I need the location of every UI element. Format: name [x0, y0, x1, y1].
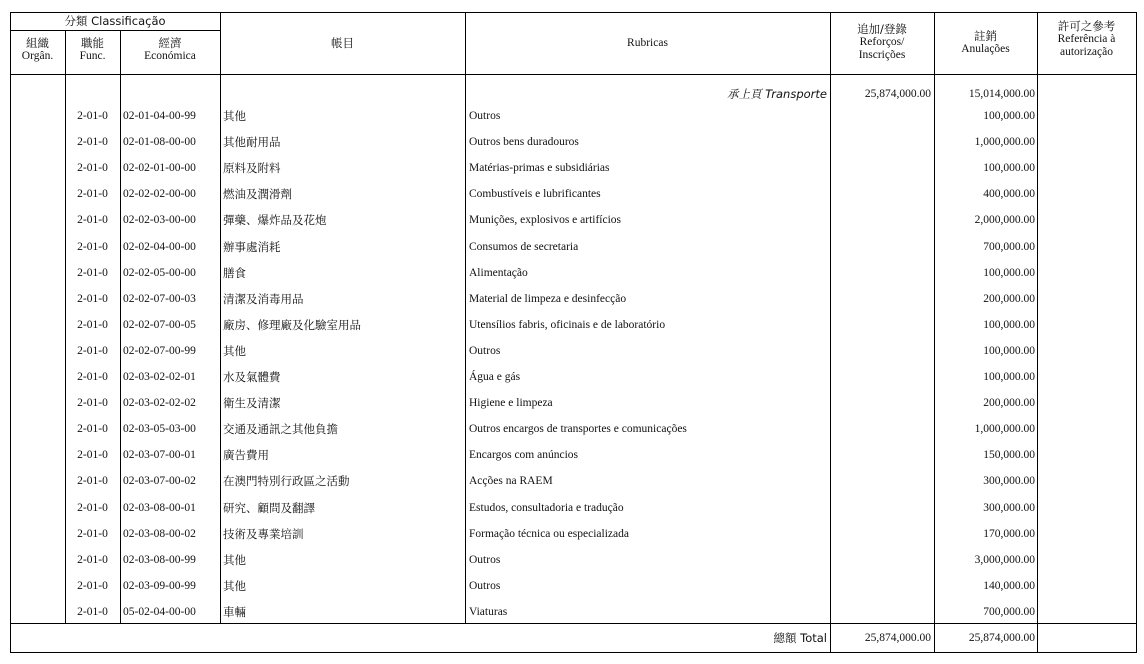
cancellation-amount: 1,000,000.00	[974, 136, 1035, 148]
authorization-header-pt1: Referência à	[1057, 33, 1116, 45]
authorization-header	[1037, 20, 1136, 59]
economic-code: 02-02-03-00-00	[123, 214, 196, 226]
rubrica-name-pt: Outros	[469, 110, 501, 122]
classification-divider	[10, 30, 220, 31]
organic-header	[10, 37, 65, 63]
account-name-zh: 研究、顧問及翻譯	[223, 501, 315, 515]
cancellations-header	[934, 30, 1037, 56]
economic-code: 02-02-05-00-00	[123, 267, 196, 279]
reinforcements-header-pt1: Reforços/	[859, 36, 905, 48]
rubrica-name-pt: Outros encargos de transportes e comunicações	[469, 423, 687, 435]
functional-code: 2-01-0	[77, 502, 108, 514]
rubrica-name-pt: Outros	[469, 554, 501, 566]
account-name-zh: 清潔及消毒用品	[223, 292, 304, 306]
header-bottom-border	[10, 74, 1137, 75]
cancellation-amount: 100,000.00	[983, 319, 1035, 331]
rubrica-name-pt: Encargos com anúncios	[469, 449, 579, 461]
account-name-zh: 交通及通訊之其他負擔	[223, 422, 338, 436]
economic-code: 02-02-07-00-03	[123, 293, 196, 305]
classification-header: 分類 Classificação	[64, 14, 166, 28]
functional-code: 2-01-0	[77, 345, 108, 357]
account-name-zh: 燃油及潤滑劑	[223, 187, 292, 201]
economic-code: 02-02-04-00-00	[123, 241, 196, 253]
account-name-zh: 其他	[223, 553, 246, 567]
functional-code: 2-01-0	[77, 371, 108, 383]
account-name-zh: 膳食	[223, 266, 246, 280]
account-name-zh: 衛生及清潔	[223, 396, 281, 410]
economic-code: 02-01-04-00-99	[123, 110, 196, 122]
rubrica-name-pt: Estudos, consultadoria e tradução	[469, 502, 624, 514]
account-name-zh: 廠房、修理廠及化驗室用品	[223, 318, 361, 332]
rubrica-name-pt: Outros	[469, 580, 501, 592]
functional-code: 2-01-0	[77, 580, 108, 592]
economic-code: 02-03-08-00-02	[123, 528, 196, 540]
functional-code: 2-01-0	[77, 423, 108, 435]
functional-code: 2-01-0	[77, 136, 108, 148]
rubricas-header: Rubricas	[627, 37, 668, 49]
economic-code: 02-02-02-00-00	[123, 188, 196, 200]
rubrica-name-pt: Matérias-primas e subsidiárias	[469, 162, 610, 174]
functional-code: 2-01-0	[77, 528, 108, 540]
rubrica-name-pt: Viaturas	[469, 606, 508, 618]
cancellation-amount: 2,000,000.00	[974, 214, 1035, 226]
cancellation-amount: 100,000.00	[983, 345, 1035, 357]
rubrica-name-pt: Outros	[469, 345, 501, 357]
functional-header-zh: 職能	[81, 36, 104, 50]
table-left-border	[10, 12, 11, 653]
economic-code: 02-03-09-00-99	[123, 580, 196, 592]
cancellation-amount: 700,000.00	[983, 606, 1035, 618]
economic-code: 05-02-04-00-00	[123, 606, 196, 618]
functional-code: 2-01-0	[77, 397, 108, 409]
account-name-zh: 廣告費用	[223, 448, 269, 462]
col-divider-account	[220, 12, 221, 623]
reinforcements-header-pt2: Inscrições	[858, 49, 906, 61]
rubrica-name-pt: Higiene e limpeza	[469, 397, 553, 409]
rubrica-name-pt: Água e gás	[469, 371, 521, 383]
col-divider-reinforcements	[830, 12, 831, 653]
rubrica-name-pt: Consumos de secretaria	[469, 241, 579, 253]
cancellation-amount: 400,000.00	[983, 188, 1035, 200]
account-name-zh: 辦事處消耗	[223, 240, 281, 254]
total-cancellations: 25,874,000.00	[968, 632, 1035, 644]
functional-header	[65, 37, 120, 63]
cancellation-amount: 1,000,000.00	[974, 423, 1035, 435]
economic-code: 02-02-07-00-05	[123, 319, 196, 331]
economic-code: 02-01-08-00-00	[123, 136, 196, 148]
account-name-zh: 技術及專業培訓	[223, 527, 304, 541]
economic-code: 02-03-05-03-00	[123, 423, 196, 435]
col-divider-authorization	[1037, 12, 1038, 653]
organic-header-zh: 組織	[26, 36, 49, 50]
cancellation-amount: 300,000.00	[983, 475, 1035, 487]
functional-header-pt: Func.	[79, 50, 106, 62]
authorization-header-pt2: autorização	[1060, 46, 1113, 58]
col-divider-rubricas	[465, 12, 466, 623]
functional-code: 2-01-0	[77, 606, 108, 618]
functional-code: 2-01-0	[77, 214, 108, 226]
economic-code: 02-03-08-00-99	[123, 554, 196, 566]
cancellation-amount: 3,000,000.00	[974, 554, 1035, 566]
cancellations-header-pt: Anulações	[961, 43, 1010, 55]
account-name-zh: 水及氣體費	[223, 370, 281, 384]
total-reinforcements: 25,874,000.00	[864, 632, 931, 644]
functional-code: 2-01-0	[77, 449, 108, 461]
cancellation-amount: 700,000.00	[983, 241, 1035, 253]
rubrica-name-pt: Acções na RAEM	[469, 475, 553, 487]
cancellation-amount: 100,000.00	[983, 267, 1035, 279]
functional-code: 2-01-0	[77, 293, 108, 305]
economic-code: 02-03-08-00-01	[123, 502, 196, 514]
account-name-zh: 在澳門特別行政區之活動	[223, 474, 350, 488]
cancellation-amount: 200,000.00	[983, 397, 1035, 409]
account-name-zh: 其他	[223, 109, 246, 123]
transport-label: 承上頁 Transporte	[727, 87, 827, 101]
functional-code: 2-01-0	[77, 267, 108, 279]
total-label: 總額 Total	[773, 631, 827, 645]
functional-code: 2-01-0	[77, 475, 108, 487]
table-top-border	[10, 12, 1137, 13]
account-name-zh: 其他	[223, 344, 246, 358]
transport-cancellations: 15,014,000.00	[968, 88, 1035, 100]
economic-code: 02-02-07-00-99	[123, 345, 196, 357]
economic-header-zh: 經濟	[158, 36, 182, 50]
rubrica-name-pt: Combustíveis e lubrificantes	[469, 188, 601, 200]
account-name-zh: 彈藥、爆炸品及花炮	[223, 213, 327, 227]
account-name-zh: 其他	[223, 579, 246, 593]
rubrica-name-pt: Formação técnica ou especializada	[469, 528, 629, 540]
cancellation-amount: 170,000.00	[983, 528, 1035, 540]
cancellation-amount: 100,000.00	[983, 162, 1035, 174]
cancellation-amount: 150,000.00	[983, 449, 1035, 461]
economic-code: 02-03-07-00-01	[123, 449, 196, 461]
economic-code: 02-03-07-00-02	[123, 475, 196, 487]
reinforcements-header-zh: 追加/登錄	[857, 22, 907, 36]
account-name-zh: 車輛	[223, 605, 246, 619]
authorization-header-zh: 許可之參考	[1057, 19, 1116, 33]
cancellation-amount: 100,000.00	[983, 110, 1035, 122]
rubrica-name-pt: Outros bens duradouros	[469, 136, 579, 148]
cancellation-amount: 100,000.00	[983, 371, 1035, 383]
total-top-border	[10, 623, 1137, 624]
cancellation-amount: 300,000.00	[983, 502, 1035, 514]
economic-header-pt: Económica	[144, 50, 196, 62]
cancellations-header-zh: 註銷	[974, 29, 997, 43]
functional-code: 2-01-0	[77, 162, 108, 174]
cancellation-amount: 200,000.00	[983, 293, 1035, 305]
budget-table	[10, 12, 1137, 652]
rubrica-name-pt: Munições, explosivos e artifícios	[469, 214, 622, 226]
economic-code: 02-03-02-02-02	[123, 397, 196, 409]
table-bottom-border	[10, 652, 1137, 653]
functional-code: 2-01-0	[77, 188, 108, 200]
functional-code: 2-01-0	[77, 319, 108, 331]
functional-code: 2-01-0	[77, 110, 108, 122]
account-name-zh: 原料及附料	[223, 161, 281, 175]
rubrica-name-pt: Utensílios fabris, oficinais e de laboratório	[469, 319, 666, 331]
economic-code: 02-02-01-00-00	[123, 162, 196, 174]
cancellation-amount: 140,000.00	[983, 580, 1035, 592]
rubrica-name-pt: Alimentação	[469, 267, 528, 279]
rubrica-name-pt: Material de limpeza e desinfecção	[469, 293, 627, 305]
organic-header-pt: Orgân.	[21, 50, 54, 62]
reinforcements-header	[830, 23, 934, 62]
transport-reinforcements: 25,874,000.00	[864, 88, 931, 100]
account-header: 帳目	[331, 36, 354, 50]
functional-code: 2-01-0	[77, 241, 108, 253]
economic-header	[120, 37, 220, 63]
account-name-zh: 其他耐用品	[223, 135, 281, 149]
table-right-border	[1136, 12, 1137, 653]
economic-code: 02-03-02-02-01	[123, 371, 196, 383]
functional-code: 2-01-0	[77, 554, 108, 566]
col-divider-econ	[120, 30, 121, 623]
